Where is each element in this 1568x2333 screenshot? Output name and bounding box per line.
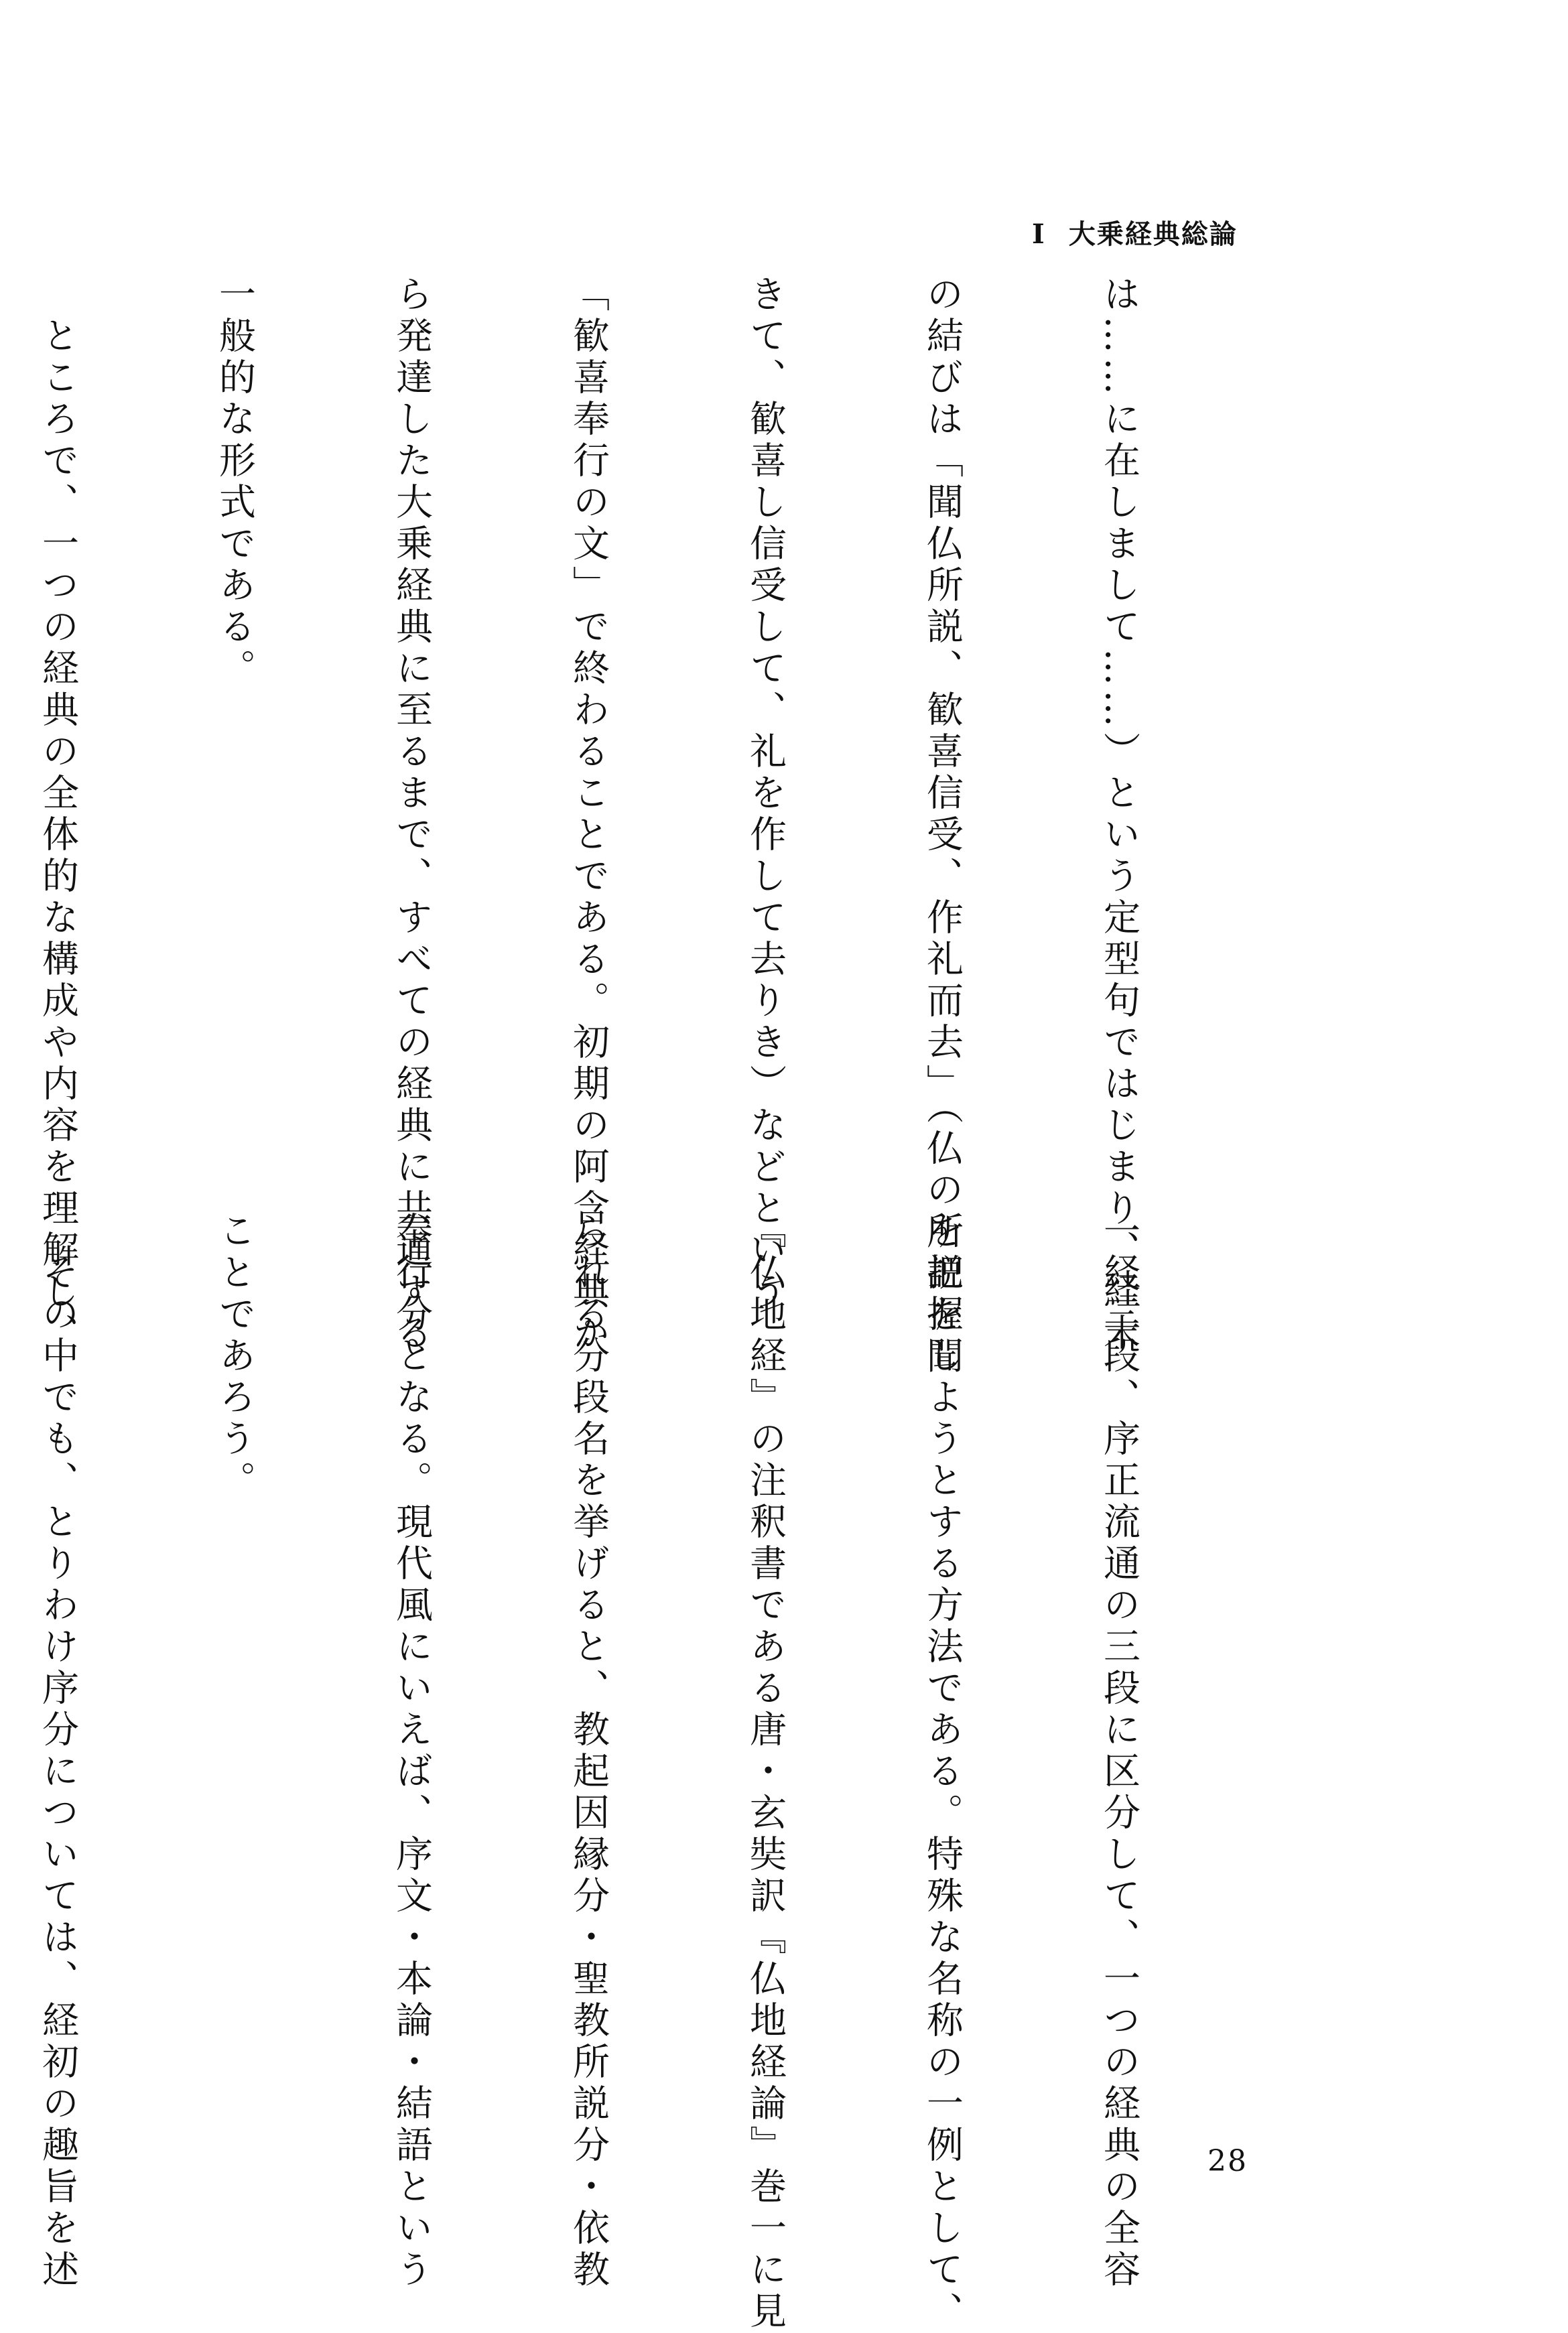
text-line: 『仏地経』の注釈書である唐・玄奘訳『仏地経論』巻一に見	[744, 1211, 787, 2333]
text-line: 一般的な形式である。	[213, 275, 256, 690]
text-line: られる分段名を挙げると、教起因縁分・聖教所説分・依教	[567, 1211, 610, 2291]
running-head	[1032, 213, 1287, 251]
text-line: の結びは「聞仏所説、歓喜信受、作礼而去」（仏の所説を聞	[921, 275, 964, 1378]
chapter-title: 大乗経典総論	[1068, 218, 1238, 250]
text-line: ところで、一つの経典の全体的な構成や内容を理解し、	[36, 275, 79, 1355]
text-line: ら発達した大乗経典に至るまで、すべての経典に共通する	[390, 275, 433, 1355]
text-line: ことであろう。	[213, 1211, 256, 1502]
text-line: その中でも、とりわけ序分については、経初の趣旨を述	[36, 1211, 79, 2291]
text-line: は……に在しまして……）という定型句ではじまり、経末	[1098, 275, 1140, 1355]
page-number: 28	[1207, 2144, 1248, 2178]
text-line: きて、歓喜し信受して、礼を作して去りき）などという	[744, 275, 787, 1313]
text-line: 「歓喜奉行の文」で終わることである。初期の阿含経典か	[567, 275, 610, 1355]
chapter-number: I	[1032, 218, 1046, 250]
text-line: 奉行分となる。現代風にいえば、序文・本論・結語という	[390, 1211, 433, 2291]
text-line: 一経三段、序正流通の三段に区分して、一つの経典の全容	[1098, 1211, 1140, 2291]
text-line: を把握しようとする方法である。特殊な名称の一例として、	[921, 1211, 964, 2333]
